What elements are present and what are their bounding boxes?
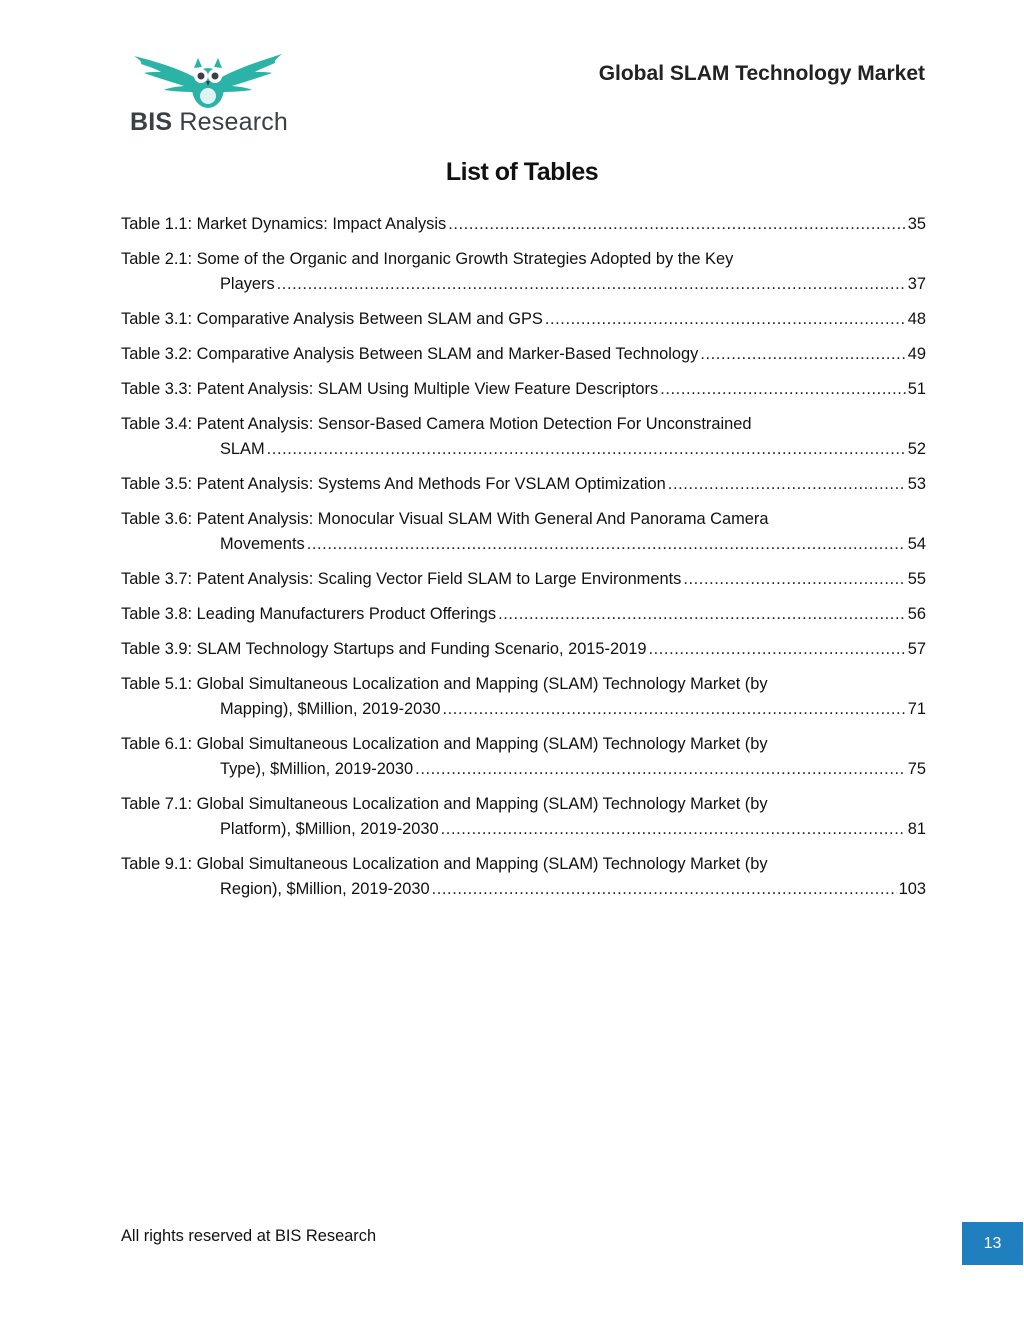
page-number-badge: 13 bbox=[962, 1222, 1023, 1265]
dot-leader bbox=[277, 272, 906, 297]
toc-page-number: 81 bbox=[907, 820, 926, 838]
toc-entry-line bbox=[121, 672, 926, 697]
toc-entry-line bbox=[121, 342, 926, 367]
toc-entry-line bbox=[121, 437, 926, 462]
toc-entry-title: Table 3.7: Patent Analysis: Scaling Vector Field SLAM to Large Environments bbox=[121, 570, 682, 588]
toc-entry-line bbox=[121, 212, 926, 237]
toc-entry-line bbox=[121, 817, 926, 842]
toc-page-number: 55 bbox=[907, 570, 926, 588]
toc-entry-title: Mapping), $Million, 2019-2030 bbox=[220, 700, 441, 718]
toc-entry-line bbox=[121, 852, 926, 877]
toc-page-number: 53 bbox=[907, 475, 926, 493]
toc-entry-title: Table 2.1: Some of the Organic and Inorganic Growth Strategies Adopted by the Key bbox=[121, 250, 734, 268]
toc-entry[interactable] bbox=[121, 247, 926, 297]
toc-entry[interactable] bbox=[121, 212, 926, 237]
toc-entry-line bbox=[121, 792, 926, 817]
owl-logo-icon bbox=[128, 50, 288, 110]
toc-page-number: 71 bbox=[907, 700, 926, 718]
toc-page-number: 56 bbox=[907, 605, 926, 623]
dot-leader bbox=[415, 757, 906, 782]
toc-entry-title: Table 7.1: Global Simultaneous Localization and Mapping (SLAM) Technology Market (by bbox=[121, 795, 768, 813]
toc-page-number: 103 bbox=[898, 880, 926, 898]
toc-entry-title: SLAM bbox=[220, 440, 265, 458]
toc-entry[interactable] bbox=[121, 377, 926, 402]
toc-entry-title: Table 3.2: Comparative Analysis Between SLAM and Marker-Based Technology bbox=[121, 345, 699, 363]
toc-entry-line bbox=[121, 732, 926, 757]
toc-entry-title: Table 3.9: SLAM Technology Startups and Funding Scenario, 2015-2019 bbox=[121, 640, 647, 658]
toc-entry-line bbox=[121, 567, 926, 592]
toc-entry[interactable] bbox=[121, 342, 926, 367]
toc-page-number: 49 bbox=[907, 345, 926, 363]
dot-leader bbox=[498, 602, 906, 627]
toc-entry-line bbox=[121, 877, 926, 902]
dot-leader bbox=[267, 437, 906, 462]
toc-entry[interactable] bbox=[121, 602, 926, 627]
toc-entry[interactable] bbox=[121, 792, 926, 842]
toc-entry-title: Table 1.1: Market Dynamics: Impact Analysis bbox=[121, 215, 447, 233]
toc-entry-line bbox=[121, 377, 926, 402]
toc-entry-title: Movements bbox=[220, 535, 305, 553]
toc-entry-title: Table 3.5: Patent Analysis: Systems And Methods For VSLAM Optimization bbox=[121, 475, 666, 493]
toc-entry[interactable] bbox=[121, 472, 926, 497]
toc-entry-line bbox=[121, 532, 926, 557]
dot-leader bbox=[700, 342, 905, 367]
footer-copyright: All rights reserved at BIS Research bbox=[121, 1227, 377, 1245]
toc-entry-line bbox=[121, 412, 926, 437]
toc-page-number: 75 bbox=[907, 760, 926, 778]
dot-leader bbox=[660, 377, 906, 402]
toc-page-number: 54 bbox=[907, 535, 926, 553]
logo-brand-bold: BIS bbox=[130, 108, 173, 136]
toc-entry[interactable] bbox=[121, 567, 926, 592]
dot-leader bbox=[545, 307, 906, 332]
page-title: List of Tables bbox=[445, 158, 599, 186]
toc-entry-title: Type), $Million, 2019-2030 bbox=[220, 760, 414, 778]
toc-entry-line bbox=[121, 507, 926, 532]
dot-leader bbox=[441, 817, 906, 842]
toc-entry[interactable] bbox=[121, 732, 926, 782]
toc-entry-title: Table 5.1: Global Simultaneous Localization and Mapping (SLAM) Technology Market (by bbox=[121, 675, 768, 693]
toc-entry-line bbox=[121, 272, 926, 297]
toc-entry-title: Table 9.1: Global Simultaneous Localization and Mapping (SLAM) Technology Market (by bbox=[121, 855, 768, 873]
toc-entry-title: Table 3.6: Patent Analysis: Monocular Visual SLAM With General And Panorama Camera bbox=[121, 510, 769, 528]
toc-entry[interactable] bbox=[121, 637, 926, 662]
dot-leader bbox=[443, 697, 906, 722]
toc-entry-line bbox=[121, 602, 926, 627]
dot-leader bbox=[307, 532, 906, 557]
toc-page-number: 37 bbox=[907, 275, 926, 293]
toc-entry-title: Table 6.1: Global Simultaneous Localization and Mapping (SLAM) Technology Market (by bbox=[121, 735, 768, 753]
toc-entry-line bbox=[121, 757, 926, 782]
toc-page-number: 35 bbox=[907, 215, 926, 233]
toc-entry-title: Region), $Million, 2019-2030 bbox=[220, 880, 430, 898]
toc-entry-title: Table 3.8: Leading Manufacturers Product Offerings bbox=[121, 605, 497, 623]
toc-entry-title: Players bbox=[220, 275, 275, 293]
toc-entry-title: Table 3.4: Patent Analysis: Sensor-Based Camera Motion Detection For Unconstrained bbox=[121, 415, 752, 433]
toc-entry-line bbox=[121, 697, 926, 722]
toc-entry-title: Table 3.3: Patent Analysis: SLAM Using Multiple View Feature Descriptors bbox=[121, 380, 659, 398]
toc-entry[interactable] bbox=[121, 672, 926, 722]
toc-entry[interactable] bbox=[121, 307, 926, 332]
dot-leader bbox=[683, 567, 905, 592]
dot-leader bbox=[448, 212, 906, 237]
toc-page-number: 48 bbox=[907, 310, 926, 328]
dot-leader bbox=[432, 877, 897, 902]
logo-wordmark bbox=[130, 108, 288, 137]
toc-entry-line bbox=[121, 247, 926, 272]
toc-entry[interactable] bbox=[121, 507, 926, 557]
toc-page-number: 51 bbox=[907, 380, 926, 398]
toc-entry-line bbox=[121, 307, 926, 332]
toc-entry-line bbox=[121, 637, 926, 662]
list-of-tables bbox=[121, 212, 926, 912]
toc-entry-line bbox=[121, 472, 926, 497]
toc-entry-title: Platform), $Million, 2019-2030 bbox=[220, 820, 439, 838]
dot-leader bbox=[648, 637, 905, 662]
toc-page-number: 57 bbox=[907, 640, 926, 658]
toc-entry[interactable] bbox=[121, 852, 926, 902]
logo-brand-rest: Research bbox=[172, 108, 289, 136]
bis-research-logo bbox=[128, 50, 288, 138]
report-title: Global SLAM Technology Market bbox=[598, 62, 925, 85]
dot-leader bbox=[668, 472, 906, 497]
toc-entry-title: Table 3.1: Comparative Analysis Between SLAM and GPS bbox=[121, 310, 543, 328]
toc-entry[interactable] bbox=[121, 412, 926, 462]
toc-page-number: 52 bbox=[907, 440, 926, 458]
